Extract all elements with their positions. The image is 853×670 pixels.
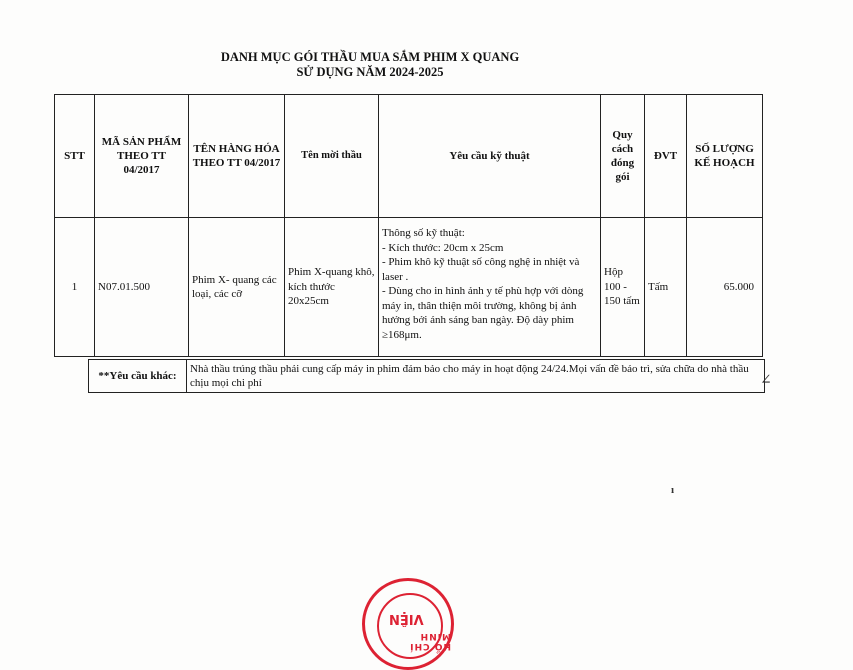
header-ten-moi-thau: Tên mời thầu (285, 95, 379, 218)
header-ma-san-pham: MÃ SẢN PHẨM THEO TT 04/2017 (95, 95, 189, 218)
red-seal-stamp (362, 578, 454, 670)
header-so-luong: SỐ LƯỢNG KẾ HOẠCH (687, 95, 763, 218)
req-line: - Dùng cho in hình ảnh y tế phù hợp với dòng máy in, thân thiện môi trường, không bị ảnh hưởng bởi ánh sáng ban ngày. Độ dày phim ≥168μm. (382, 285, 584, 341)
dot-mark: ı (671, 484, 675, 496)
pen-mark: ∠ (760, 373, 772, 388)
cell-yeu-cau-ky-thuat (379, 218, 601, 357)
other-requirements-label: **Yêu cầu khác: (89, 360, 187, 393)
stamp-text-1: VIỆN (389, 611, 424, 626)
other-requirements-table (88, 359, 765, 393)
req-line: - Phim khô kỹ thuật số công nghệ in nhiệt và laser . (382, 256, 580, 283)
cell-stt: 1 (55, 218, 95, 357)
header-stt: STT (55, 95, 95, 218)
other-requirements-text: Nhà thầu trúng thầu phải cung cấp máy in phim đảm bảo cho máy in hoạt động 24/24.Mọi vấn đề bảo trì, sửa chữa do nhà thầu chịu mọi chi phí (187, 360, 765, 393)
header-yeu-cau-ky-thuat: Yêu cầu kỹ thuật (379, 95, 601, 218)
cell-dvt: Tấm (645, 218, 687, 357)
title-line-2: SỬ DỤNG NĂM 2024-2025 (296, 65, 444, 79)
table-row (55, 218, 763, 357)
cell-ten-hang-hoa: Phim X- quang các loại, các cỡ (189, 218, 285, 357)
bid-items-table (54, 94, 763, 357)
header-dvt: ĐVT (645, 95, 687, 218)
document-title (180, 50, 560, 80)
cell-ten-moi-thau: Phim X-quang khô, kích thước 20x25cm (285, 218, 379, 357)
table-header-row (55, 95, 763, 218)
req-line: - Kích thước: 20cm x 25cm (382, 241, 504, 254)
cell-ma-san-pham: N07.01.500 (95, 218, 189, 357)
title-line-1: DANH MỤC GÓI THẦU MUA SẮM PHIM X QUANG (220, 50, 520, 64)
cell-so-luong: 65.000 (687, 218, 763, 357)
cell-quy-cach: Hộp 100 - 150 tấm (601, 218, 645, 357)
req-line: Thông số kỹ thuật: (382, 227, 465, 239)
header-ten-hang-hoa: TÊN HÀNG HÓA THEO TT 04/2017 (189, 95, 285, 218)
stamp-text-2: HỒ CHÍ MINH (409, 631, 451, 651)
header-quy-cach: Quy cách đóng gói (601, 95, 645, 218)
